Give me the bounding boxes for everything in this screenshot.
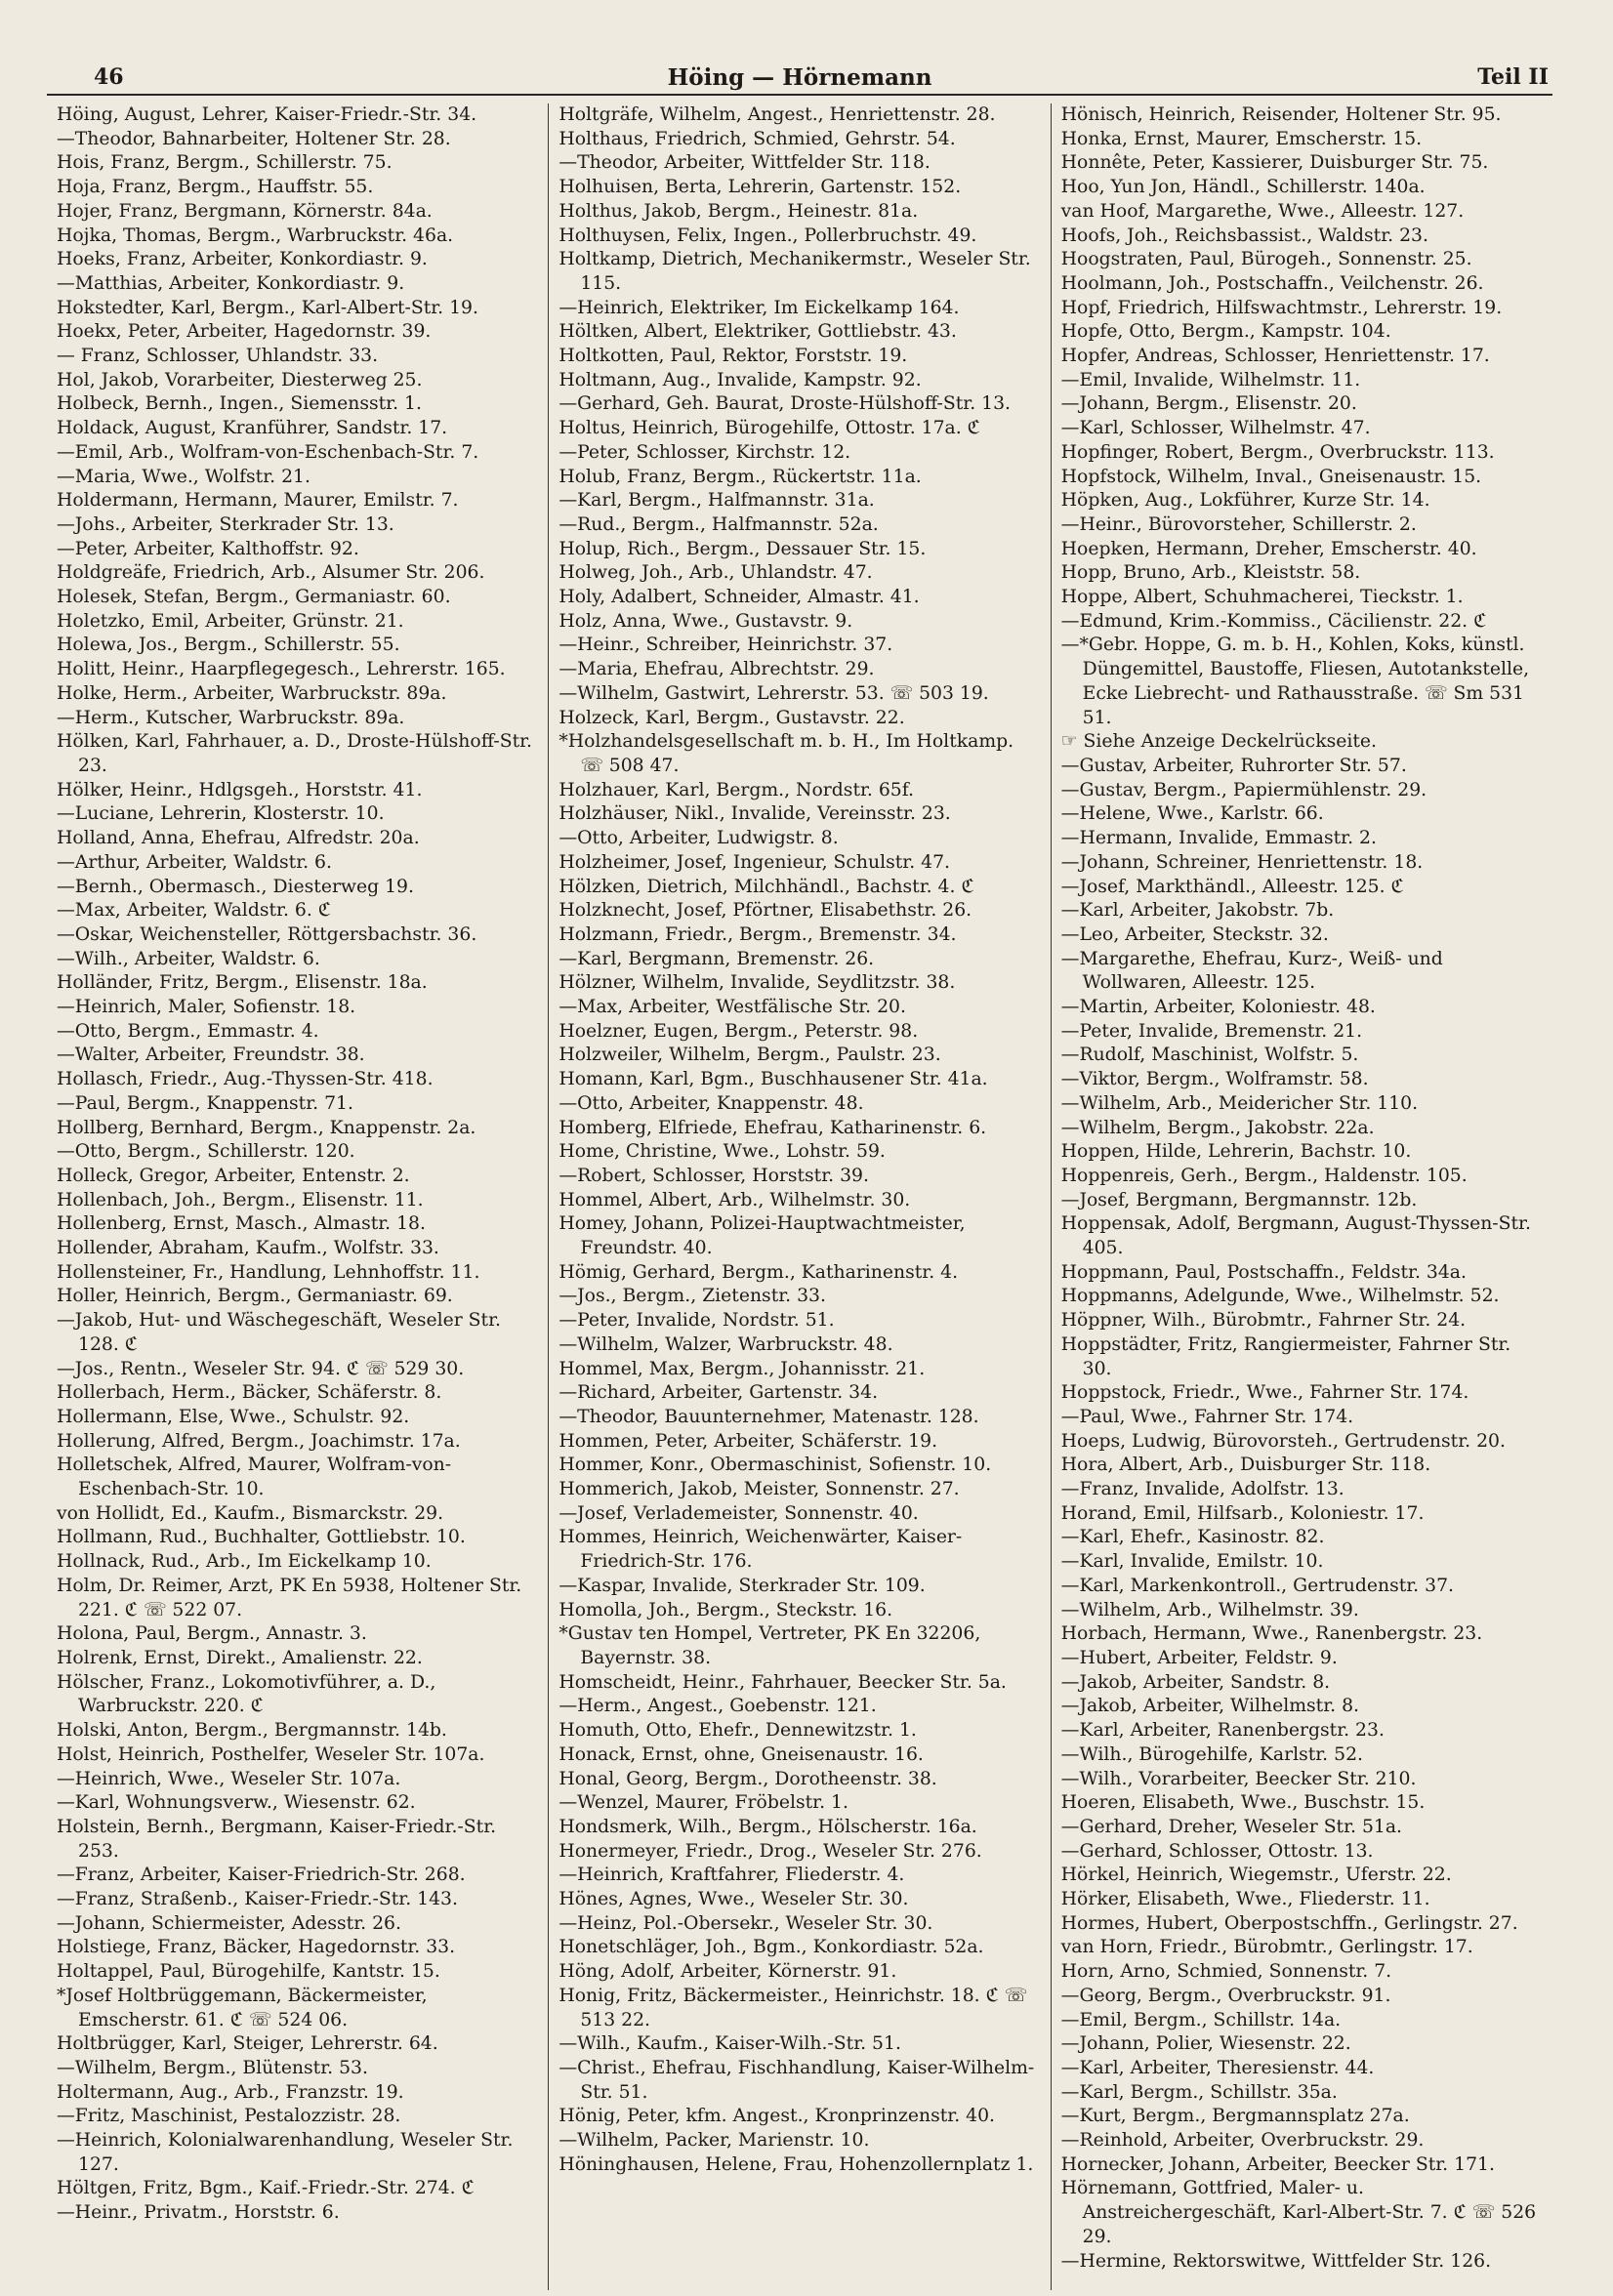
directory-entry: —Karl, Markenkontroll., Gertrudenstr. 37. <box>1060 1575 1454 1596</box>
directory-entry: Hölker, Heinr., Hdlgsgeh., Horststr. 41. <box>57 779 423 800</box>
directory-entry: —Jos., Bergm., Zietenstr. 33. <box>558 1286 826 1307</box>
directory-entry: Holtappel, Paul, Bürogehilfe, Kantstr. 15. <box>57 1961 440 1983</box>
directory-entry: —Karl, Invalide, Emilstr. 10. <box>1060 1551 1324 1573</box>
directory-entry: Holitt, Heinr., Haarpflegegesch., Lehrerstr. 165. <box>57 659 506 680</box>
directory-entry: Hoeren, Elisabeth, Wwe., Buschstr. 15. <box>1060 1792 1426 1814</box>
directory-entry: —Karl, Bergmann, Bremenstr. 26. <box>558 948 875 969</box>
directory-entry: —Jakob, Hut- und Wäschegeschäft, Weseler Str. 128. ℭ <box>57 1310 501 1355</box>
directory-entry: —Arthur, Arbeiter, Waldstr. 6. <box>57 851 332 873</box>
directory-entry: —Josef, Markthändl., Alleestr. 125. ℭ <box>1060 876 1404 897</box>
directory-entry: —Heinr., Schreiber, Heinrichstr. 37. <box>558 635 893 656</box>
directory-entry: Holtgräfe, Wilhelm, Angest., Henriettenstr. 28. <box>558 104 996 125</box>
directory-entry: —Herm., Angest., Goebenstr. 121. <box>558 1696 877 1717</box>
directory-entry: Hoppen, Hilde, Lehrerin, Bachstr. 10. <box>1060 1141 1412 1163</box>
directory-entry: Hollerung, Alfred, Bergm., Joachimstr. 17a. <box>57 1430 461 1452</box>
directory-entry: —Otto, Arbeiter, Knappenstr. 48. <box>558 1092 864 1114</box>
directory-entry: Hollberg, Bernhard, Bergm., Knappenstr. 2a. <box>57 1117 476 1138</box>
directory-entry: Holzeck, Karl, Bergm., Gustavstr. 22. <box>558 707 905 728</box>
directory-entry: —Johann, Bergm., Elisenstr. 20. <box>1060 393 1357 415</box>
directory-entry: —Otto, Bergm., Emmastr. 4. <box>57 1020 319 1042</box>
directory-entry: Honal, Georg, Bergm., Dorotheenstr. 38. <box>558 1768 937 1789</box>
directory-entry: —Josef, Bergmann, Bergmannstr. 12b. <box>1060 1189 1418 1210</box>
directory-entry: Holke, Herm., Arbeiter, Warbruckstr. 89a. <box>57 682 447 704</box>
page-header <box>47 61 1552 96</box>
directory-entry: —Hermine, Rektorswitwe, Wittfelder Str. 126. <box>1060 2250 1492 2272</box>
directory-entry: Honermeyer, Friedr., Drog., Weseler Str. 276. <box>558 1840 982 1862</box>
directory-entry: —Rudolf, Maschinist, Wolfstr. 5. <box>1060 1045 1359 1066</box>
directory-entry: —Emil, Bergm., Schillstr. 14a. <box>1060 2009 1342 2030</box>
directory-entry: —Bernh., Obermasch., Diesterweg 19. <box>57 876 414 897</box>
directory-entry: —Wilhelm, Packer, Marienstr. 10. <box>558 2130 870 2152</box>
directory-entry: —Fritz, Maschinist, Pestalozzistr. 28. <box>57 2106 401 2127</box>
directory-entry: Homuth, Otto, Ehefr., Dennewitzstr. 1. <box>558 1720 917 1742</box>
directory-entry: —Kurt, Bergm., Bergmannsplatz 27a. <box>1060 2106 1410 2127</box>
directory-entry: Homscheidt, Heinr., Fahrhauer, Beecker Str. 5a. <box>558 1671 1007 1693</box>
directory-entry: —Emil, Invalide, Wilhelmstr. 11. <box>1060 369 1361 390</box>
directory-entry: Holrenk, Ernst, Direkt., Amalienstr. 22. <box>57 1648 423 1668</box>
directory-entry: Hölken, Karl, Fahrhauer, a. D., Droste-Hülshoff-Str. 23. <box>57 731 533 776</box>
directory-entry: Holdgreäfe, Friedrich, Arb., Alsumer Str. 206. <box>57 562 485 584</box>
directory-entry: Hopfe, Otto, Bergm., Kampstr. 104. <box>1060 321 1391 343</box>
directory-entry: von Hollidt, Ed., Kaufm., Bismarckstr. 29. <box>57 1502 444 1524</box>
directory-entry: —Wilh., Bürogehilfe, Karlstr. 52. <box>1060 1743 1363 1765</box>
directory-entry: Hoppenreis, Gerh., Bergm., Haldenstr. 105. <box>1060 1165 1468 1186</box>
directory-entry: Hönes, Agnes, Wwe., Weseler Str. 30. <box>558 1889 909 1910</box>
directory-entry: Holzhäuser, Nikl., Invalide, Vereinsstr. 23. <box>558 803 951 825</box>
directory-entry: —Kaspar, Invalide, Sterkrader Str. 109. <box>558 1575 926 1596</box>
directory-entry: Hollenberg, Ernst, Masch., Almastr. 18. <box>57 1213 426 1235</box>
directory-entry: —Gerhard, Dreher, Weseler Str. 51a. <box>1060 1816 1403 1837</box>
directory-entry: Holleck, Gregor, Arbeiter, Entenstr. 2. <box>57 1165 410 1186</box>
directory-entry: *Holzhandelsgesellschaft m. b. H., Im Holtkamp. ☏ 508 47. <box>558 731 1014 776</box>
directory-entry: Hölzken, Dietrich, Milchhändl., Bachstr. 4. ℭ <box>558 876 974 897</box>
directory-entry: —Margarethe, Ehefrau, Kurz-, Weiß- und Wollwaren, Alleestr. 125. <box>1060 948 1443 994</box>
directory-entry: —Heinr., Bürovorsteher, Schillerstr. 2. <box>1060 513 1417 535</box>
column-3 <box>1051 103 1552 2290</box>
directory-entry: Holländer, Fritz, Bergm., Elisenstr. 18a. <box>57 972 428 994</box>
directory-entry: Homann, Karl, Bgm., Buschhausener Str. 41a. <box>558 1069 988 1090</box>
directory-entry: Holy, Adalbert, Schneider, Almastr. 41. <box>558 587 920 608</box>
directory-entry: Hoogstraten, Paul, Bürogeh., Sonnenstr. 25. <box>1060 249 1472 270</box>
directory-entry: Holewa, Jos., Bergm., Schillerstr. 55. <box>57 635 400 656</box>
directory-entry: Holub, Franz, Bergm., Rückertstr. 11a. <box>558 466 922 487</box>
directory-entry: —Heinrich, Elektriker, Im Eickelkamp 164. <box>558 297 960 318</box>
directory-entry: Höppner, Wilh., Bürobmtr., Fahrner Str. 24. <box>1060 1310 1467 1332</box>
directory-entry: Holzheimer, Josef, Ingenieur, Schulstr. 47. <box>558 851 951 873</box>
directory-entry: Hommen, Peter, Arbeiter, Schäferstr. 19. <box>558 1430 938 1452</box>
directory-entry: —Walter, Arbeiter, Freundstr. 38. <box>57 1045 365 1066</box>
directory-entry: Holtkotten, Paul, Rektor, Forststr. 19. <box>558 346 908 367</box>
directory-entry: Hondsmerk, Wilh., Bergm., Hölscherstr. 16a. <box>558 1816 977 1837</box>
directory-entry: Honka, Ernst, Maurer, Emscherstr. 15. <box>1060 128 1423 149</box>
directory-entry: —Gerhard, Geh. Baurat, Droste-Hülshoff-Str. 13. <box>558 393 1012 415</box>
directory-entry: Höninghausen, Helene, Frau, Hohenzollernplatz 1. <box>558 2153 1034 2175</box>
directory-entry: —Johann, Schiermeister, Adesstr. 26. <box>57 1912 401 1934</box>
directory-entry: —Otto, Bergm., Schillerstr. 120. <box>57 1141 355 1163</box>
directory-entry: Hoofs, Joh., Reichsbassist., Waldstr. 23. <box>1060 225 1428 246</box>
directory-entry: Hopfinger, Robert, Bergm., Overbruckstr. 113. <box>1060 441 1495 463</box>
directory-entry: Honnête, Peter, Kassierer, Duisburger Str. 75. <box>1060 152 1489 174</box>
directory-entry: *Josef Holtbrüggemann, Bäckermeister, Emscherstr. 61. ℭ ☏ 524 06. <box>57 1985 428 2030</box>
directory-entry: Holm, Dr. Reimer, Arzt, PK En 5938, Holtener Str. 221. ℭ ☏ 522 07. <box>57 1575 522 1620</box>
directory-entry: Holzknecht, Josef, Pförtner, Elisabethstr. 26. <box>558 900 972 922</box>
directory-entry: —Rud., Bergm., Halfmannstr. 52a. <box>558 513 879 535</box>
directory-entry: —Max, Arbeiter, Westfälische Str. 20. <box>558 997 906 1018</box>
directory-entry: Hois, Franz, Bergm., Schillerstr. 75. <box>57 152 393 174</box>
directory-entry: —Wilhelm, Walzer, Warbruckstr. 48. <box>558 1333 893 1355</box>
directory-entry: Hornecker, Johann, Arbeiter, Beecker Str. 171. <box>1060 2153 1495 2175</box>
directory-entry: —Max, Arbeiter, Waldstr. 6. ℭ <box>57 900 331 922</box>
directory-entry: —Peter, Invalide, Nordstr. 51. <box>558 1310 835 1332</box>
directory-entry: Holtus, Heinrich, Bürogehilfe, Ottostr. 17a. ℭ <box>558 418 980 439</box>
directory-entry: Holtkamp, Dietrich, Mechanikermstr., Weseler Str. 115. <box>558 249 1031 294</box>
directory-entry: Holst, Heinrich, Posthelfer, Weseler Str. 107a. <box>57 1743 485 1765</box>
directory-entry: —Wilh., Vorarbeiter, Beecker Str. 210. <box>1060 1768 1417 1789</box>
directory-entry: Homolla, Joh., Bergm., Steckstr. 16. <box>558 1599 893 1620</box>
directory-entry: —Oskar, Weichensteller, Röttgersbachstr. 36. <box>57 923 477 945</box>
directory-entry: —Heinrich, Wwe., Weseler Str. 107a. <box>57 1768 401 1789</box>
directory-entry: Hollmann, Rud., Buchhalter, Gottliebstr. 10. <box>57 1527 466 1548</box>
directory-entry: —Reinhold, Arbeiter, Overbruckstr. 29. <box>1060 2130 1425 2152</box>
directory-entry: —Karl, Bergm., Halfmannstr. 31a. <box>558 490 875 512</box>
directory-entry: Höltgen, Fritz, Bgm., Kaif.-Friedr.-Str. 274. ℭ <box>57 2178 475 2199</box>
directory-entry: Holzhauer, Karl, Bergm., Nordstr. 65f. <box>558 779 914 800</box>
directory-entry: Hora, Albert, Arb., Duisburger Str. 118. <box>1060 1455 1431 1476</box>
directory-entry: Hollerbach, Herm., Bäcker, Schäferstr. 8. <box>57 1382 442 1404</box>
directory-entry: Horn, Arno, Schmied, Sonnenstr. 7. <box>1060 1961 1392 1983</box>
directory-entry: Hoekx, Peter, Arbeiter, Hagedornstr. 39. <box>57 321 432 343</box>
directory-entry: Honig, Fritz, Bäckermeister., Heinrichstr. 18. ℭ ☏ 513 22. <box>558 1985 1028 2030</box>
directory-entry: Hörker, Elisabeth, Wwe., Fliederstr. 11. <box>1060 1889 1430 1910</box>
directory-entry: Hörkel, Heinrich, Wiegemstr., Uferstr. 22. <box>1060 1865 1452 1886</box>
directory-entry: Hokstedter, Karl, Bergm., Karl-Albert-Str. 19. <box>57 297 478 318</box>
directory-entry: Holthuysen, Felix, Ingen., Pollerbruchstr. 49. <box>558 225 977 246</box>
directory-entry: Holdack, August, Kranführer, Sandstr. 17. <box>57 418 448 439</box>
directory-entry: —Peter, Schlosser, Kirchstr. 12. <box>558 441 851 463</box>
directory-entry: Hommer, Konr., Obermaschinist, Sofienstr. 10. <box>558 1455 992 1476</box>
directory-entry: Höng, Adolf, Arbeiter, Körnerstr. 91. <box>558 1961 897 1983</box>
directory-entry: —Gustav, Arbeiter, Ruhrorter Str. 57. <box>1060 755 1407 776</box>
directory-entry: Hoelzner, Eugen, Bergm., Peterstr. 98. <box>558 1020 919 1042</box>
directory-entry: Holtmann, Aug., Invalide, Kampstr. 92. <box>558 369 922 390</box>
directory-entry: —Maria, Wwe., Wolfstr. 21. <box>57 466 310 487</box>
column-1 <box>47 103 548 2290</box>
directory-entry: —Wilh., Kaufm., Kaiser-Wilh.-Str. 51. <box>558 2033 901 2055</box>
directory-entry: —Karl, Schlosser, Wilhelmstr. 47. <box>1060 418 1371 439</box>
directory-entry: —Robert, Schlosser, Horststr. 39. <box>558 1165 869 1186</box>
directory-entry: Höing, August, Lehrer, Kaiser-Friedr.-Str. 34. <box>57 104 477 125</box>
directory-entry: Hoppmann, Paul, Postschaffn., Feldstr. 34a. <box>1060 1261 1467 1283</box>
directory-entry: Hoppensak, Adolf, Bergmann, August-Thyssen-Str. 405. <box>1060 1213 1531 1259</box>
directory-entry: —Gerhard, Schlosser, Ottostr. 13. <box>1060 1840 1374 1862</box>
page-title: Höing — Hörnemann <box>667 64 932 91</box>
directory-entry: Homberg, Elfriede, Ehefrau, Katharinenstr. 6. <box>558 1117 987 1138</box>
directory-entry: Holtbrügger, Karl, Steiger, Lehrerstr. 64. <box>57 2033 438 2055</box>
directory-entry: Honack, Ernst, ohne, Gneisenaustr. 16. <box>558 1743 924 1765</box>
directory-entry: Hölzner, Wilhelm, Invalide, Seydlitzstr. 38. <box>558 972 956 994</box>
directory-entry: Hommel, Max, Bergm., Johannisstr. 21. <box>558 1358 926 1379</box>
directory-entry: van Hoof, Margarethe, Wwe., Alleestr. 127. <box>1060 200 1465 222</box>
directory-entry: —Christ., Ehefrau, Fischhandlung, Kaiser-Wilhelm-Str. 51. <box>558 2057 1035 2103</box>
directory-entry: —Heinrich, Maler, Sofienstr. 18. <box>57 997 356 1018</box>
directory-entry: —Wilhelm, Arb., Meidericher Str. 110. <box>1060 1092 1419 1114</box>
directory-entry: Hormes, Hubert, Oberpostschffn., Gerlingstr. 27. <box>1060 1912 1518 1934</box>
directory-entry: Hommerich, Jakob, Meister, Sonnenstr. 27. <box>558 1479 960 1500</box>
directory-entry: Hollasch, Friedr., Aug.-Thyssen-Str. 418. <box>57 1069 434 1090</box>
directory-entry: Hojka, Thomas, Bergm., Warbruckstr. 46a. <box>57 225 454 246</box>
part-label: Teil II <box>1477 64 1549 90</box>
directory-entry: —Edmund, Krim.-Kommiss., Cäcilienstr. 22. ℭ <box>1060 610 1487 632</box>
directory-entry: —Jakob, Arbeiter, Wilhelmstr. 8. <box>1060 1696 1359 1717</box>
directory-entry: Hönisch, Heinrich, Reisender, Holtener Str. 95. <box>1060 104 1502 125</box>
directory-entry: ☞ Siehe Anzeige Deckelrückseite. <box>1060 731 1377 753</box>
directory-entry: —Martin, Arbeiter, Koloniestr. 48. <box>1060 997 1376 1018</box>
directory-entry: Hoolmann, Joh., Postschaffn., Veilchenstr. 26. <box>1060 272 1484 294</box>
column-2 <box>548 103 1050 2290</box>
directory-entry: Horbach, Hermann, Wwe., Ranenbergstr. 23. <box>1060 1623 1483 1645</box>
directory-entry: —Otto, Arbeiter, Ludwigstr. 8. <box>558 828 839 849</box>
directory-entry: —Wilhelm, Bergm., Blütenstr. 53. <box>57 2057 368 2078</box>
directory-entry: —Johann, Polier, Wiesenstr. 22. <box>1060 2033 1351 2055</box>
directory-entry: Hollnack, Rud., Arb., Im Eickelkamp 10. <box>57 1551 432 1573</box>
directory-entry: Holzweiler, Wilhelm, Bergm., Paulstr. 23. <box>558 1045 941 1066</box>
directory-entry: —Karl, Arbeiter, Ranenbergstr. 23. <box>1060 1720 1385 1742</box>
directory-entry: —Theodor, Bauunternehmer, Matenastr. 128. <box>558 1406 979 1427</box>
directory-entry: Holtermann, Aug., Arb., Franzstr. 19. <box>57 2081 404 2103</box>
directory-entry: Hopp, Bruno, Arb., Kleiststr. 58. <box>1060 562 1361 584</box>
directory-entry: —Franz, Invalide, Adolfstr. 13. <box>1060 1479 1344 1500</box>
directory-entry: Hoeps, Ludwig, Bürovorsteh., Gertrudenstr. 20. <box>1060 1430 1506 1452</box>
directory-entry: —Johs., Arbeiter, Sterkrader Str. 13. <box>57 513 394 535</box>
directory-entry: Hol, Jakob, Vorarbeiter, Diesterweg 25. <box>57 369 423 390</box>
directory-entry: —Hubert, Arbeiter, Feldstr. 9. <box>1060 1648 1338 1668</box>
directory-entry: Hollenbach, Joh., Bergm., Elisenstr. 11. <box>57 1189 424 1210</box>
directory-entry: Holz, Anna, Wwe., Gustavstr. 9. <box>558 610 853 632</box>
directory-entry: van Horn, Friedr., Bürobmtr., Gerlingstr. 17. <box>1060 1937 1473 1958</box>
directory-entry: Hoppstädter, Fritz, Rangiermeister, Fahrner Str. 30. <box>1060 1333 1511 1379</box>
directory-entry: —Helene, Wwe., Karlstr. 66. <box>1060 803 1324 825</box>
directory-entry: —Luciane, Lehrerin, Klosterstr. 10. <box>57 803 385 825</box>
directory-entry: Hoeks, Franz, Arbeiter, Konkordiastr. 9. <box>57 249 428 270</box>
directory-entry: Hoo, Yun Jon, Händl., Schillerstr. 140a. <box>1060 177 1426 198</box>
directory-entry: —Theodor, Bahnarbeiter, Holtener Str. 28. <box>57 128 451 149</box>
directory-columns <box>47 103 1552 2290</box>
directory-entry: —Viktor, Bergm., Wolframstr. 58. <box>1060 1069 1369 1090</box>
directory-entry: —Karl, Wohnungsverw., Wiesenstr. 62. <box>57 1792 416 1814</box>
directory-entry: Hollender, Abraham, Kaufm., Wolfstr. 33. <box>57 1238 439 1259</box>
directory-entry: —*Gebr. Hoppe, G. m. b. H., Kohlen, Koks, künstl. Düngemittel, Baustoffe, Fliesen, Autotankstelle, Ecke Liebrecht- und Rathausstraße. ☏ Sm 531 51. <box>1060 635 1530 728</box>
directory-entry: Hommes, Heinrich, Weichenwärter, Kaiser-Friedrich-Str. 176. <box>558 1527 963 1573</box>
directory-entry: Holup, Rich., Bergm., Dessauer Str. 15. <box>558 538 927 559</box>
directory-entry: —Heinrich, Kraftfahrer, Fliederstr. 4. <box>558 1865 905 1886</box>
directory-entry: —Wilhelm, Arb., Wilhelmstr. 39. <box>1060 1599 1359 1620</box>
directory-entry: Holhuisen, Berta, Lehrerin, Gartenstr. 152. <box>558 177 962 198</box>
directory-entry: —Johann, Schreiner, Henriettenstr. 18. <box>1060 851 1424 873</box>
directory-entry: —Jakob, Arbeiter, Sandstr. 8. <box>1060 1671 1331 1693</box>
directory-entry: —Karl, Bergm., Schillstr. 35a. <box>1060 2081 1338 2103</box>
directory-entry: Holweg, Joh., Arb., Uhlandstr. 47. <box>558 562 873 584</box>
directory-entry: —Wilh., Arbeiter, Waldstr. 6. <box>57 948 320 969</box>
directory-entry: —Maria, Ehefrau, Albrechtstr. 29. <box>558 659 875 680</box>
page-number: 46 <box>94 64 124 90</box>
directory-entry: —Paul, Wwe., Fahrner Str. 174. <box>1060 1406 1354 1427</box>
directory-entry: Holetzko, Emil, Arbeiter, Grünstr. 21. <box>57 610 404 632</box>
directory-entry: Holbeck, Bernh., Ingen., Siemensstr. 1. <box>57 393 422 415</box>
directory-entry: —Heinr., Privatm., Horststr. 6. <box>57 2202 340 2224</box>
directory-entry: —Heinz, Pol.-Obersekr., Weseler Str. 30. <box>558 1912 933 1934</box>
directory-entry: Hommel, Albert, Arb., Wilhelmstr. 30. <box>558 1189 911 1210</box>
directory-entry: —Paul, Bergm., Knappenstr. 71. <box>57 1092 353 1114</box>
directory-entry: Honetschläger, Joh., Bgm., Konkordiastr. 52a. <box>558 1937 984 1958</box>
directory-entry: —Heinrich, Kolonialwarenhandlung, Weseler Str. 127. <box>57 2130 514 2175</box>
directory-entry: Holletschek, Alfred, Maurer, Wolfram-von-Eschenbach-Str. 10. <box>57 1455 452 1500</box>
directory-entry: Holland, Anna, Ehefrau, Alfredstr. 20a. <box>57 828 420 849</box>
directory-entry: —Peter, Arbeiter, Kalthoffstr. 92. <box>57 538 359 559</box>
directory-entry: Holdermann, Hermann, Maurer, Emilstr. 7. <box>57 490 459 512</box>
directory-entry: —Karl, Arbeiter, Jakobstr. 7b. <box>1060 900 1335 922</box>
directory-entry: Holzmann, Friedr., Bergm., Bremenstr. 34. <box>558 923 957 945</box>
directory-entry: —Karl, Ehefr., Kasinostr. 82. <box>1060 1527 1325 1548</box>
directory-entry: Holstein, Bernh., Bergmann, Kaiser-Friedr.-Str. 253. <box>57 1816 497 1862</box>
directory-entry: Holthaus, Friedrich, Schmied, Gehrstr. 54. <box>558 128 956 149</box>
directory-entry: —Josef, Verlademeister, Sonnenstr. 40. <box>558 1502 919 1524</box>
directory-entry: Hoepken, Hermann, Dreher, Emscherstr. 40. <box>1060 538 1477 559</box>
directory-entry: Holski, Anton, Bergm., Bergmannstr. 14b. <box>57 1720 447 1742</box>
directory-entry: —Herm., Kutscher, Warbruckstr. 89a. <box>57 707 405 728</box>
directory-entry: Holstiege, Franz, Bäcker, Hagedornstr. 33. <box>57 1937 456 1958</box>
directory-entry: — Franz, Schlosser, Uhlandstr. 33. <box>57 346 379 367</box>
directory-entry: Horand, Emil, Hilfsarb., Koloniestr. 17. <box>1060 1502 1425 1524</box>
directory-entry: —Theodor, Arbeiter, Wittfelder Str. 118. <box>558 152 931 174</box>
directory-entry: Holona, Paul, Bergm., Annastr. 3. <box>57 1623 367 1645</box>
directory-entry: —Franz, Straßenb., Kaiser-Friedr.-Str. 143. <box>57 1889 458 1910</box>
directory-entry: —Hermann, Invalide, Emmastr. 2. <box>1060 828 1377 849</box>
directory-entry: Hoppe, Albert, Schuhmacherei, Tieckstr. 1. <box>1060 587 1464 608</box>
directory-entry: Hopf, Friedrich, Hilfswachtmstr., Lehrerstr. 19. <box>1060 297 1503 318</box>
directory-entry: —Jos., Rentn., Weseler Str. 94. ℭ ☏ 529 30. <box>57 1358 465 1379</box>
directory-entry: —Franz, Arbeiter, Kaiser-Friedrich-Str. 268. <box>57 1865 466 1886</box>
directory-entry: Hollensteiner, Fr., Handlung, Lehnhoffstr. 11. <box>57 1261 480 1283</box>
directory-entry: —Wilhelm, Gastwirt, Lehrerstr. 53. ☏ 503 19. <box>558 682 989 704</box>
directory-entry: Höltken, Albert, Elektriker, Gottliebstr. 43. <box>558 321 957 343</box>
directory-entry: Hörnemann, Gottfried, Maler- u. Anstreichergeschäft, Karl-Albert-Str. 7. ℭ ☏ 526 29. <box>1060 2178 1537 2247</box>
directory-entry: Homey, Johann, Polizei-Hauptwachtmeister, Freundstr. 40. <box>558 1213 966 1259</box>
directory-entry: —Georg, Bergm., Overbruckstr. 91. <box>1060 1985 1391 2006</box>
directory-entry: —Wilhelm, Bergm., Jakobstr. 22a. <box>1060 1117 1375 1138</box>
directory-entry: —Emil, Arb., Wolfram-von-Eschenbach-Str. 7. <box>57 441 479 463</box>
directory-entry: Höpken, Aug., Lokführer, Kurze Str. 14. <box>1060 490 1430 512</box>
directory-entry: Hopfstock, Wilhelm, Inval., Gneisenaustr. 15. <box>1060 466 1482 487</box>
directory-entry: Holesek, Stefan, Bergm., Germaniastr. 60. <box>57 587 451 608</box>
directory-entry: Hömig, Gerhard, Bergm., Katharinenstr. 4. <box>558 1261 959 1283</box>
directory-entry: Hoppstock, Friedr., Wwe., Fahrner Str. 174. <box>1060 1382 1469 1404</box>
directory-entry: Home, Christine, Wwe., Lohstr. 59. <box>558 1141 886 1163</box>
directory-entry: *Gustav ten Hompel, Vertreter, PK En 32206, Bayernstr. 38. <box>558 1623 981 1668</box>
directory-entry: —Karl, Arbeiter, Theresienstr. 44. <box>1060 2057 1375 2078</box>
directory-entry: Holler, Heinrich, Bergm., Germaniastr. 69. <box>57 1286 453 1307</box>
directory-entry: Holthus, Jakob, Bergm., Heinestr. 81a. <box>558 200 919 222</box>
directory-entry: —Gustav, Bergm., Papiermühlenstr. 29. <box>1060 779 1427 800</box>
directory-entry: —Peter, Invalide, Bremenstr. 21. <box>1060 1020 1363 1042</box>
directory-entry: —Leo, Arbeiter, Steckstr. 32. <box>1060 923 1329 945</box>
directory-entry: —Wenzel, Maurer, Fröbelstr. 1. <box>558 1792 848 1814</box>
directory-entry: Hopfer, Andreas, Schlosser, Henriettenstr. 17. <box>1060 346 1490 367</box>
directory-entry: Hölscher, Franz., Lokomotivführer, a. D., Warbruckstr. 220. ℭ <box>57 1671 436 1717</box>
directory-entry: —Richard, Arbeiter, Gartenstr. 34. <box>558 1382 879 1404</box>
directory-entry: Hojer, Franz, Bergmann, Körnerstr. 84a. <box>57 200 433 222</box>
directory-entry: Hönig, Peter, kfm. Angest., Kronprinzenstr. 40. <box>558 2106 996 2127</box>
directory-entry: Hoppmanns, Adelgunde, Wwe., Wilhelmstr. 52. <box>1060 1286 1500 1307</box>
directory-entry: —Matthias, Arbeiter, Konkordiastr. 9. <box>57 272 405 294</box>
directory-entry: Hollermann, Else, Wwe., Schulstr. 92. <box>57 1406 410 1427</box>
directory-entry: Hoja, Franz, Bergm., Hauffstr. 55. <box>57 177 374 198</box>
